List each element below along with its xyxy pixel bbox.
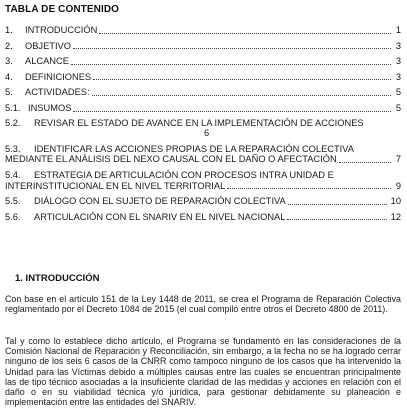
toc-entry-page: 7	[395, 154, 401, 165]
toc-entry-alcance[interactable]	[5, 56, 401, 67]
toc-entry-number: 5.2.	[5, 117, 21, 128]
toc-entry-page: 1	[395, 25, 401, 35]
toc-entry-title: OBJETIVO	[25, 40, 71, 51]
toc-entry-title: REVISAR EL ESTADO DE AVANCE EN LA IMPLEMENTACIÓN DE ACCIONES	[34, 117, 364, 128]
toc-leader-dots	[92, 95, 391, 96]
toc-entry-articulacion-snariv[interactable]	[5, 212, 401, 223]
toc-leader-dots	[287, 219, 387, 220]
toc-entry-number: 5.6.	[5, 211, 21, 222]
toc-leader-dots	[99, 33, 391, 34]
toc-entry-introduccion[interactable]	[5, 25, 401, 36]
toc-entry-number: 5.	[5, 87, 13, 98]
toc-entry-title: DIÁLOGO CON EL SUJETO DE REPARACIÓN COLECTIVA	[34, 196, 286, 207]
toc-entry-actividades[interactable]	[5, 87, 401, 98]
toc-entry-revisar-estado[interactable]	[5, 118, 401, 139]
toc-entry-title-continued: INTERINSTITUCIONAL EN EL NIVEL TERRITORIAL	[5, 180, 226, 191]
toc-entry-dialogo[interactable]	[5, 196, 401, 207]
toc-entry-title: INSUMOS	[28, 102, 72, 113]
toc-entry-page: 5	[395, 87, 401, 98]
toc-entry-page: 3	[395, 40, 401, 51]
body-paragraph: Con base en el artículo 151 de la Ley 1448 de 2011, se crea el Programa de Reparación Colectiva reglamentado por el Decreto 1084 de 2015 (el cual compiló entre otros el Decreto 4800 de 2011).	[5, 294, 401, 315]
toc-entry-number: 4.	[5, 71, 13, 82]
toc-title: TABLA DE CONTENIDO	[5, 4, 120, 15]
toc-entry-title-continued: MEDIANTE EL ANÁLISIS DEL NEXO CAUSAL CON EL DAÑO O AFECTACIÓN	[5, 154, 337, 165]
toc-entry-page: 6	[204, 128, 210, 139]
toc-entry-number: 3.	[5, 56, 13, 67]
toc-entry-title: ALCANCE	[25, 56, 69, 67]
toc-entry-objetivo[interactable]	[5, 41, 401, 52]
toc-entry-identificar-acciones[interactable]	[5, 144, 401, 165]
toc-entry-page: 12	[390, 211, 401, 222]
toc-entry-page: 10	[390, 196, 401, 207]
toc-entry-insumos[interactable]	[5, 103, 401, 114]
toc-entry-title: INTRODUCCIÓN	[25, 25, 98, 35]
toc-entry-number: 5.4.	[5, 169, 21, 180]
toc-entry-title: DEFINICIONES	[25, 71, 92, 82]
toc-entry-page: 3	[395, 71, 401, 82]
toc-entry-title: ESTRATEGIA DE ARTICULACIÓN CON PROCESOS INTRA UNIDAD E	[34, 169, 334, 180]
toc-leader-dots	[73, 48, 391, 49]
toc-entry-number: 5.5.	[5, 196, 21, 207]
toc-leader-dots	[227, 188, 391, 189]
toc-entry-estrategia-articulacion[interactable]	[5, 170, 401, 191]
toc-entry-title: ARTICULACIÓN CON EL SNARIV EN EL NIVEL NACIONAL	[34, 211, 286, 222]
toc-leader-dots	[339, 162, 391, 163]
toc-entry-title: ACTIVIDADES:	[25, 87, 90, 98]
toc-leader-dots	[93, 79, 391, 80]
toc-entry-title: IDENTIFICAR LAS ACCIONES PROPIAS DE LA REPARACIÓN COLECTIVA	[34, 143, 354, 154]
toc-entry-number: 2.	[5, 40, 13, 51]
toc-entry-definiciones[interactable]	[5, 72, 401, 83]
section-heading: 1. INTRODUCCIÓN	[15, 273, 100, 284]
toc-leader-dots	[288, 204, 387, 205]
toc-entry-number: 1.	[5, 25, 13, 35]
toc-entry-number: 5.1.	[5, 102, 21, 113]
table-of-contents	[5, 25, 401, 222]
toc-entry-page: 9	[395, 180, 401, 191]
toc-entry-page: 3	[395, 56, 401, 67]
body-paragraph: Tal y como lo establece dicho artículo, el Programa se fundamentó en las consideraciones de la Comisión Nacional de Reparación y Reconciliación, sin embargo, a la fecha no se ha logrado cerrar ninguno de los seis 6 casos de la CNRR como tampoco ninguno de los casos que ha intervenido la Unidad para las Víctimas debido a múltiples causas entre las cuales se encuentran principalmente las de tipo técnico asociadas a la insuficiente claridad de las medidas y acciones en relación con el daño o en su viabilidad técnica y/o jurídica, para gestionar debidamente su planeación e implementación entre las entidades del SNARIV.	[5, 336, 401, 408]
toc-leader-dots	[73, 111, 391, 112]
toc-entry-page: 5	[395, 102, 401, 113]
toc-entry-number: 5.3.	[5, 143, 21, 154]
toc-leader-dots	[71, 64, 391, 65]
